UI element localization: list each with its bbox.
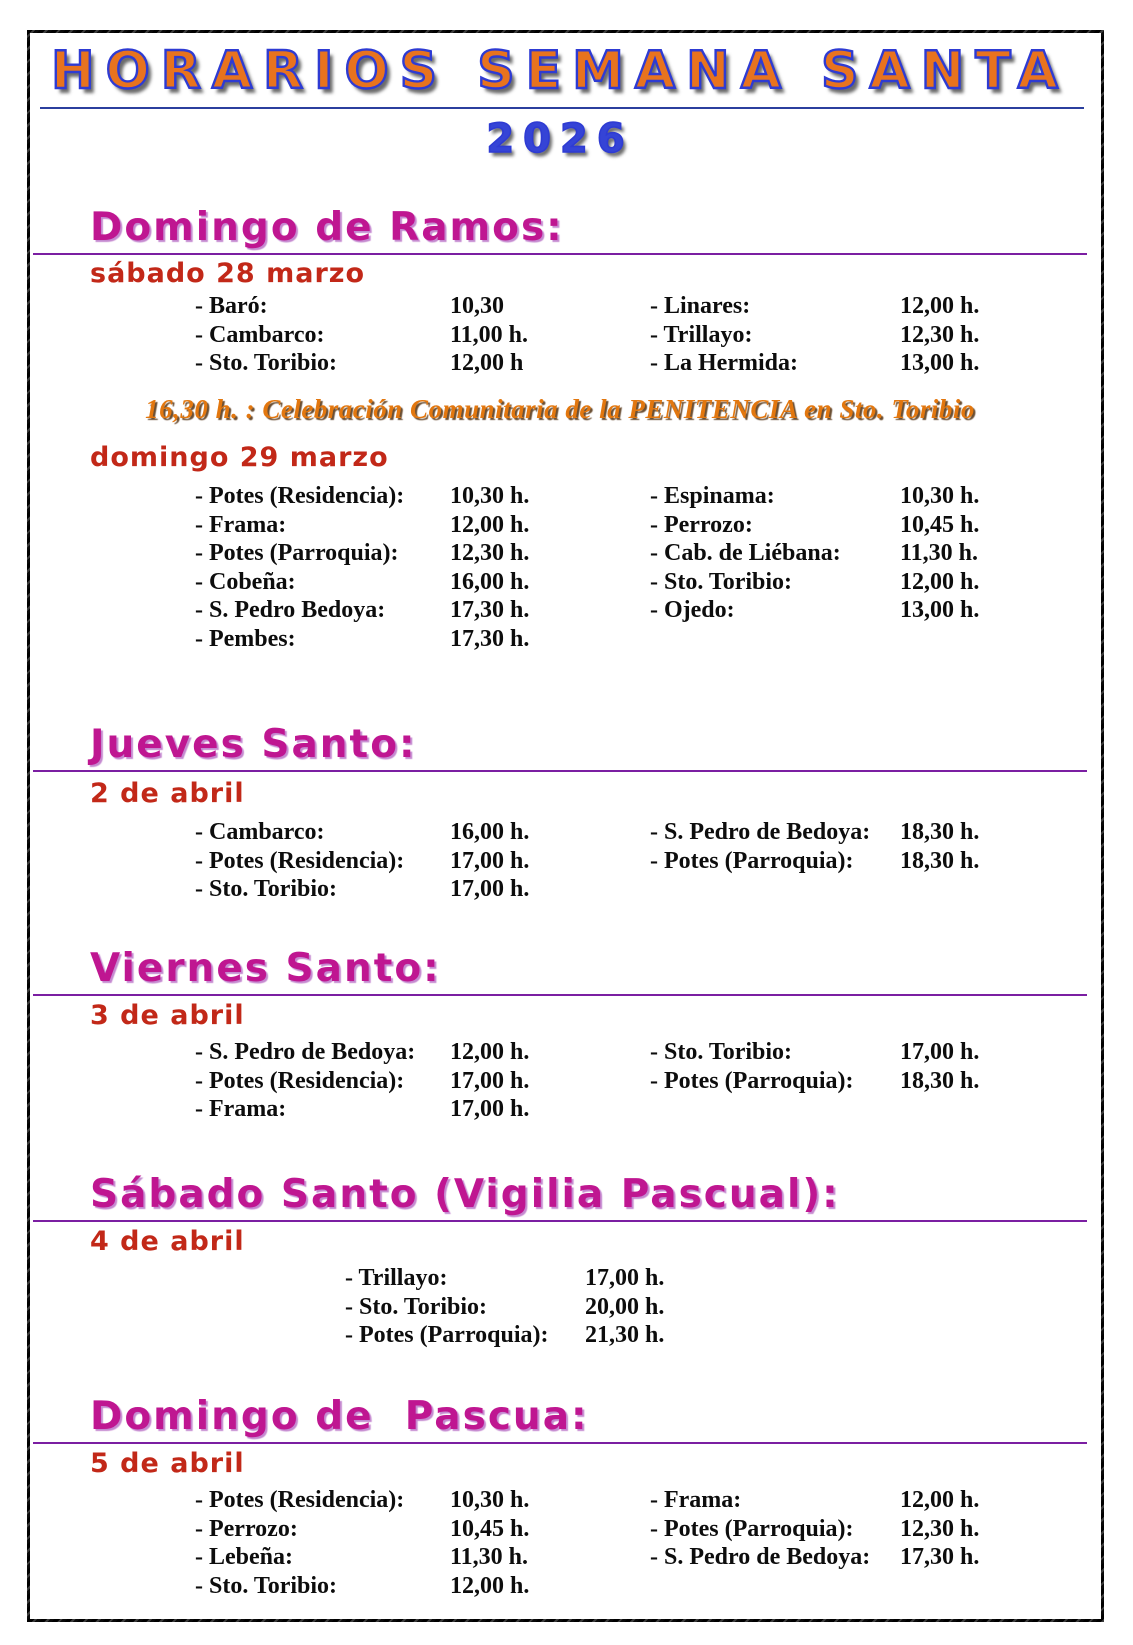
place-label: - La Hermida: (650, 350, 798, 376)
section-heading-text: Sábado Santo (Vigilia Pascual): (90, 1172, 840, 1217)
schedule-row (195, 511, 1080, 540)
place-label: - Baró: (195, 293, 268, 319)
time-value: 17,00 h. (450, 1096, 530, 1122)
date-3-abril: 3 de abril (90, 1000, 245, 1031)
place-label: - Potes (Parroquia): (345, 1322, 549, 1348)
section-heading-sabado-santo (33, 1170, 1087, 1222)
place-label: - Trillayo: (650, 321, 753, 348)
date-4-abril: 4 de abril (90, 1226, 245, 1257)
place-label: - Potes (Residencia): (195, 847, 405, 874)
place-label: - Perrozo: (650, 511, 753, 538)
section-heading-viernes-santo (33, 944, 1087, 996)
date-domingo-29-marzo: domingo 29 marzo (90, 442, 389, 473)
place-label: - Potes (Parroquia): (650, 1067, 854, 1094)
time-value: 16,00 h. (450, 819, 530, 845)
place-label: - Linares: (650, 293, 751, 319)
time-value: 18,30 h. (900, 847, 980, 874)
place-label: - Cambarco: (195, 819, 325, 845)
time-value: 12,00 h. (900, 293, 980, 319)
page-year: 2026 (486, 116, 634, 162)
time-value: 12,00 h. (450, 1572, 530, 1599)
schedule-row (195, 539, 1080, 568)
title-underline (40, 107, 1084, 109)
time-value: 10,45 h. (450, 1515, 530, 1542)
place-label (650, 875, 900, 904)
time-value: 16,00 h. (450, 568, 530, 595)
place-label: - Ojedo: (650, 597, 735, 623)
place-label: - Espinama: (650, 483, 775, 509)
schedule-table (345, 1264, 1025, 1350)
time-value: 11,00 h. (450, 321, 529, 348)
time-value: 12,30 h. (450, 540, 530, 566)
time-value: 10,30 h. (450, 1487, 530, 1513)
time-value (900, 625, 1080, 654)
time-value: 13,00 h. (900, 597, 980, 623)
place-label: - Potes (Residencia): (195, 483, 405, 509)
schedule-row (195, 349, 1080, 378)
time-value: 12,00 h. (450, 511, 530, 538)
time-value: 18,30 h. (900, 1067, 980, 1094)
place-label: - S. Pedro de Bedoya: (650, 1544, 871, 1570)
place-label: - Frama: (650, 1487, 742, 1513)
place-label: - Sto. Toribio: (650, 1039, 793, 1065)
time-value: 10,30 h. (450, 483, 530, 509)
time-value: 10,30 (450, 293, 504, 319)
schedule-row (195, 1572, 1080, 1601)
time-value: 13,00 h. (900, 350, 980, 376)
section-heading-text: Viernes Santo: (90, 946, 441, 991)
schedule-row (195, 568, 1080, 597)
schedule-row (195, 321, 1080, 350)
schedule-table (195, 818, 1080, 904)
place-label: - Potes (Parroquia): (650, 1515, 854, 1542)
section-heading-jueves-santo (33, 720, 1087, 772)
place-label: - Frama: (195, 1096, 287, 1122)
time-value: 12,30 h. (900, 321, 980, 348)
place-label: - S. Pedro de Bedoya: (650, 819, 871, 845)
time-value: 21,30 h. (585, 1322, 665, 1348)
time-value: 17,30 h. (450, 597, 530, 623)
time-value (900, 875, 1080, 904)
schedule-row (345, 1293, 1025, 1322)
schedule-row (345, 1321, 1025, 1350)
place-label: - Perrozo: (195, 1515, 298, 1542)
date-sabado-28-marzo: sábado 28 marzo (90, 258, 366, 289)
schedule-row (195, 847, 1080, 876)
place-label (650, 1095, 900, 1124)
place-label: - Cobeña: (195, 568, 296, 595)
page-title: HORARIOS SEMANA SANTA (51, 41, 1069, 101)
schedule-row (195, 1038, 1080, 1067)
section-heading-text: Jueves Santo: (90, 722, 417, 767)
place-label: - Frama: (195, 511, 287, 538)
schedule-row (195, 1067, 1080, 1096)
place-label: - Trillayo: (345, 1265, 448, 1291)
section-heading-domingo-pascua (33, 1392, 1087, 1444)
schedule-row (195, 482, 1080, 511)
time-value: 10,45 h. (900, 511, 980, 538)
time-value: 17,00 h. (450, 1067, 530, 1094)
date-5-abril: 5 de abril (90, 1448, 245, 1479)
place-label (650, 1572, 900, 1601)
time-value: 12,00 h. (900, 568, 980, 595)
place-label: - Sto. Toribio: (650, 568, 793, 595)
time-value (900, 1095, 1080, 1124)
place-label: - Potes (Residencia): (195, 1487, 405, 1513)
penitencia-note: 16,30 h. : Celebración Comunitaria de la PENITENCIA en Sto. Toribio (145, 394, 975, 424)
time-value: 12,00 h. (450, 1039, 530, 1065)
schedule-table (195, 1038, 1080, 1124)
place-label: - S. Pedro Bedoya: (195, 597, 386, 623)
schedule-row (345, 1264, 1025, 1293)
place-label: - Potes (Residencia): (195, 1067, 405, 1094)
schedule-row (195, 1515, 1080, 1544)
time-value: 17,30 h. (900, 1544, 980, 1570)
schedule-table (195, 292, 1080, 378)
time-value (900, 1572, 1080, 1601)
time-value: 10,30 h. (900, 483, 980, 509)
schedule-table (195, 482, 1080, 653)
time-value: 11,30 h. (900, 540, 979, 566)
section-heading-text: Domingo de Ramos: (90, 205, 564, 250)
schedule-row (195, 292, 1080, 321)
section-heading-text: Domingo de Pascua: (90, 1394, 589, 1439)
schedule-table (195, 1486, 1080, 1600)
schedule-row (195, 1095, 1080, 1124)
time-value: 18,30 h. (900, 819, 980, 845)
schedule-row (195, 1543, 1080, 1572)
time-value: 12,00 h. (900, 1487, 980, 1513)
time-value: 17,00 h. (585, 1265, 665, 1291)
place-label: - Potes (Parroquia): (195, 540, 399, 566)
place-label: - Sto. Toribio: (195, 350, 338, 376)
time-value: 12,00 h (450, 350, 524, 376)
place-label (650, 625, 900, 654)
place-label: - Sto. Toribio: (195, 876, 338, 902)
schedule-row (195, 1486, 1080, 1515)
place-label: - S. Pedro de Bedoya: (195, 1039, 416, 1065)
place-label: - Potes (Parroquia): (650, 847, 854, 874)
date-2-abril: 2 de abril (90, 778, 245, 809)
time-value: 17,00 h. (450, 876, 530, 902)
time-value: 11,30 h. (450, 1544, 529, 1570)
place-label: - Pembes: (195, 625, 296, 652)
schedule-row (195, 875, 1080, 904)
section-heading-domingo-ramos (33, 203, 1087, 255)
time-value: 17,00 h. (450, 847, 530, 874)
schedule-row (195, 625, 1080, 654)
time-value: 17,00 h. (900, 1039, 980, 1065)
time-value: 20,00 h. (585, 1293, 665, 1320)
schedule-row (195, 596, 1080, 625)
time-value: 12,30 h. (900, 1515, 980, 1542)
place-label: - Sto. Toribio: (195, 1572, 338, 1599)
time-value: 17,30 h. (450, 625, 530, 652)
schedule-row (195, 818, 1080, 847)
place-label: - Cambarco: (195, 321, 325, 348)
place-label: - Sto. Toribio: (345, 1293, 488, 1320)
place-label: - Lebeña: (195, 1544, 293, 1570)
place-label: - Cab. de Liébana: (650, 540, 841, 566)
